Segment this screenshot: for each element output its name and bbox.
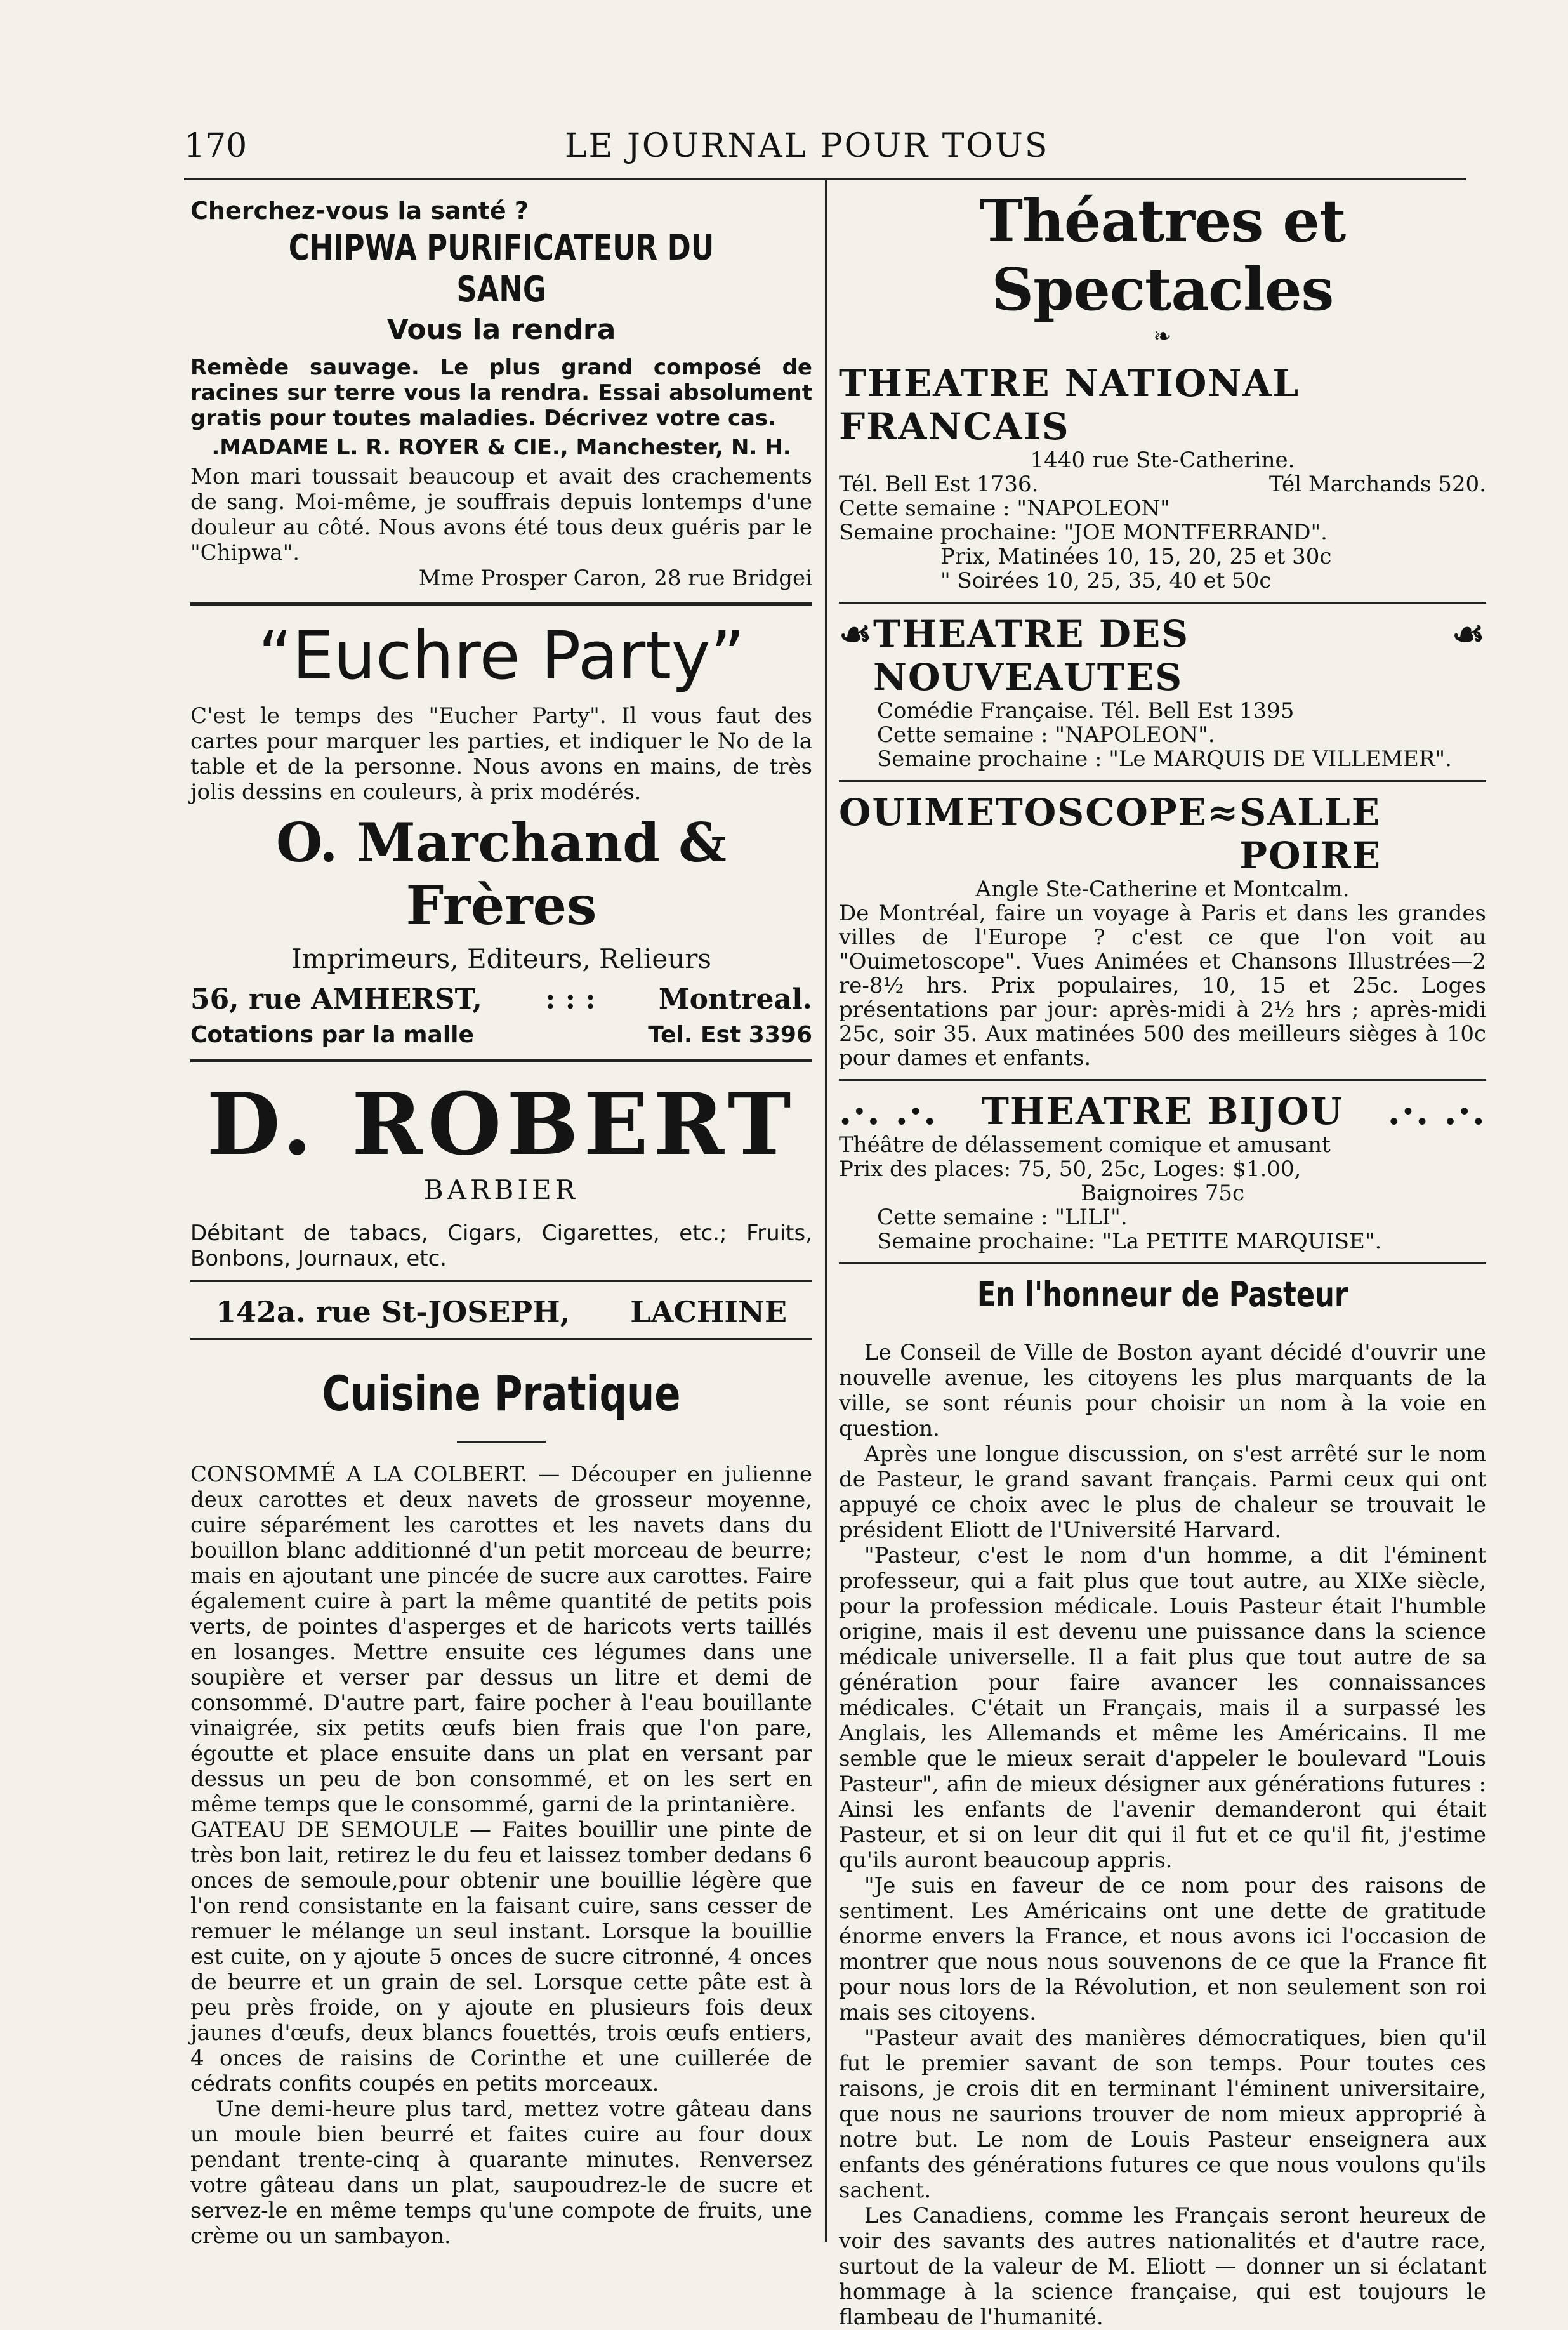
robert-advertisement (190, 1074, 812, 1329)
theatre-bijou (839, 1090, 1486, 1254)
divider-rule (839, 1262, 1486, 1264)
national-this-week: Cette semaine : "NAPOLEON" (839, 496, 1170, 521)
barber-city: LACHINE (630, 1295, 787, 1329)
bijou-dots-left: .·. .·. (839, 1090, 938, 1133)
firm-footer (190, 1022, 812, 1048)
ad-testimonial: Mon mari toussait beaucoup et avait des crachements de sang. Moi-même, je souffrais depuis lontemps d'une douleur au côté. Nous avons été tous deux guéris par le "Chipwa". (190, 464, 812, 566)
column-divider (825, 179, 827, 2242)
barber-street: 142a. rue St-JOSEPH, (216, 1295, 570, 1329)
euchre-title: “Euchre Party” (258, 617, 745, 694)
national-phone-marchands: Tél Marchands 520. (1268, 472, 1486, 497)
pasteur-title-text: En l'honneur de Pasteur (977, 1274, 1348, 1314)
barber-trade: BARBIER (423, 1174, 579, 1205)
firm-phone: Tel. Est 3396 (648, 1022, 812, 1048)
firm-mail-note: Cotations par la malle (190, 1022, 474, 1048)
short-rule (457, 1441, 546, 1443)
fleuron-right-icon: ☙ (1452, 612, 1486, 656)
firm-address (190, 983, 812, 1016)
pasteur-para1: Le Conseil de Ville de Boston ayant décidé d'ouvrir une nouvelle avenue, les citoyens les plus marquants de la ville, se sont réunis pour choisir un nom à la voie en question. (839, 1340, 1486, 1441)
ouimetoscope-name-right: SALLE POIRE (1239, 791, 1382, 877)
cuisine-title (190, 1365, 812, 1422)
recipe-gateau-cont: Une demi-heure plus tard, mettez votre gâteau dans un moule bien beurré et faites cuire au four doux pendant trente-cinq à quarante minutes. Renversez votre gâteau dans un plat, saupoudrez-le de sucre et servez-le en même temps qu'une compote de fruits, une crème ou un sambayon. (190, 2096, 812, 2249)
divider-rule (190, 1280, 812, 1282)
nouveautes-line2: Cette semaine : "NAPOLEON". (877, 722, 1215, 748)
pasteur-para2: Après une longue discussion, on s'est arrêté sur le nom de Pasteur, le grand savant français. Parmi ceux qui ont appuyé ce choix avec le plus de chaleur se trouvait le président Eliott de l'Université Harvard. (839, 1441, 1486, 1543)
firm-address-separator: : : : (545, 983, 596, 1016)
ouimetoscope-address: Angle Ste-Catherine et Montcalm. (975, 877, 1350, 902)
divider-rule (190, 1338, 812, 1340)
nouveautes-line3: Semaine prochaine : "Le MARQUIS DE VILLEMER". (877, 746, 1452, 772)
national-matinee-prices: Prix, Matinées 10, 15, 20, 25 et 30c (940, 544, 1332, 569)
pasteur-para3: "Pasteur, c'est le nom d'un homme, a dit l'éminent professeur, qui a fait plus que tout autre, au XIXe siècle, pour la profession médicale. Louis Pasteur était l'humble origine, mais il est devenu une puissance dans la science médicale universelle. Il a fait plus que tout autre de sa génération pour faire avancer les connaissances médicales. C'était un Français, mais il a surpassé les Anglais, les Allemands et même les Américains. Il me semble que le mieux serait d'appeler le boulevard "Louis Pasteur", afin de mieux désigner aux générations futures : Ainsi les enfants de l'avenir demanderont qui était Pasteur, et si on leur dit qui il fut et ce qu'il fit, j'estime qu'ils auront beaucoup appris. (839, 1543, 1486, 1873)
firm-name: O. Marchand & Frères (276, 811, 727, 937)
bijou-line1: Théâtre de délassement comique et amusant (839, 1132, 1331, 1158)
pasteur-para6: Les Canadiens, comme les Français seront heureux de voir des savants des autres nationalités et d'autre race, surtout de la valeur de M. Eliott — donner un si éclatant hommage à la science française, qui est toujours le flambeau de l'humanité. (839, 2203, 1486, 2330)
ad-body: Remède sauvage. Le plus grand composé de racines sur terre vous la rendra. Essai absolument gratis pour toutes maladies. Décrivez votre cas. (190, 355, 812, 431)
pasteur-para5: "Pasteur avait des manières démocratiques, bien qu'il fut le premier savant de son temps. Pour toutes ces raisons, je crois dit en terminant l'éminent universitaire, que nous ne saurions trouver de nom mieux approprié à notre but. Le nom de Louis Pasteur enseignera aux enfants des générations futures ce que nous voulons qu'ils sachent. (839, 2025, 1486, 2203)
national-phone-bell: Tél. Bell Est 1736. (839, 472, 1039, 497)
ouimetoscope-name-left: OUIMETOSCOPE (839, 791, 1208, 834)
page-number: 170 (184, 127, 247, 165)
left-column (190, 190, 812, 2249)
bijou-line2: Prix des places: 75, 50, 25c, Loges: $1.00, (839, 1156, 1301, 1182)
theatre-national-name (839, 362, 1486, 448)
ornament-icon: ❧ (1153, 324, 1172, 349)
bijou-line3: Baignoires 75c (1080, 1181, 1245, 1206)
cuisine-section (190, 1365, 812, 2249)
barber-address (190, 1295, 812, 1329)
theatre-bijou-name-text: THEATRE BIJOU (981, 1090, 1344, 1133)
ouimetoscope-body: De Montréal, faire un voyage à Paris et dans les grandes villes de l'Europe ? c'est ce que l'on voit au "Ouimetoscope". Vues Animées et Chansons Illustrées—2 re-8½ hrs. Prix populaires, 10, 15 et 25c. Loges présentations par jour: après-midi à 2½ hrs ; après-midi 25c, soir 35. Aux matinées 500 des meilleurs sièges à 10c pour dames et enfants. (839, 901, 1486, 1071)
divider-rule (190, 1059, 812, 1062)
wave-icon: ≈ (1207, 791, 1240, 834)
national-phones (839, 472, 1486, 496)
chipwa-advertisement (190, 197, 812, 591)
barber-name: D. ROBERT (206, 1074, 796, 1174)
right-column (839, 184, 1486, 2330)
running-header (184, 127, 1409, 171)
firm-city: Montreal. (658, 983, 812, 1016)
theatre-bijou-name (839, 1090, 1486, 1133)
cuisine-title-text: Cuisine Pratique (322, 1365, 681, 1422)
ad-product-text: CHIPWA PURIFICATEUR DU SANG (288, 227, 715, 310)
ad-signature: Mme Prosper Caron, 28 rue Bridgei (418, 566, 812, 591)
theatre-nouveautes-name (839, 612, 1486, 699)
theatre-nouveautes-name-text: THEATRE DES NOUVEAUTES (873, 612, 1190, 699)
barber-goods: Débitant de tabacs, Cigars, Cigarettes, etc.; Fruits, Bonbons, Journaux, etc. (190, 1221, 812, 1271)
bijou-line5: Semaine prochaine: "La PETITE MARQUISE". (877, 1229, 1382, 1254)
euchre-body: C'est le temps des "Eucher Party". Il vous faut des cartes pour marquer les parties, et indiquer le No de la table et de la personne. Nous avons en mains, de très jolis dessins en couleurs, à prix modérés. (190, 703, 812, 805)
theatre-nouveautes (839, 612, 1486, 771)
nouveautes-line1: Comédie Française. Tél. Bell Est 1395 (877, 698, 1295, 724)
journal-title: LE JOURNAL POUR TOUS (565, 127, 1050, 165)
divider-rule (839, 602, 1486, 604)
bijou-dots-right: .·. .·. (1387, 1090, 1486, 1133)
euchre-advertisement (190, 617, 812, 1048)
divider-rule (190, 602, 812, 606)
ad-maker: .MADAME L. R. ROYER & CIE., Manchester, N. H. (211, 435, 791, 460)
recipe-gateau: GATEAU DE SEMOULE — Faites bouillir une pinte de très bon lait, retirez le du feu et laissez tomber dedans 6 onces de semoule,pour obtenir une bouillie légère que l'on rend consistante en la faisant cuire, sans cesser de remuer le mélange un seul instant. Lorsque la bouillie est cuite, on y ajoute 5 onces de sucre citronné, 4 onces de beurre et un grain de sel. Lorsque cette pâte est à peu près froide, on y ajoute en plusieurs fois deux jaunes d'œufs, deux blancs fouettés, trois œufs entiers, 4 onces de raisins de Corinthe et une cuillerée de cédrats confits coupés en petits morceaux. (190, 1817, 812, 2096)
ad-product-name (190, 227, 812, 311)
pasteur-para4: "Je suis en faveur de ce nom pour des raisons de sentiment. Les Américains ont une dette de gratitude énorme envers la France, et nous avons ici l'occasion de montrer que nous nous souvenons de ce que la France fit pour nous lors de la Révolution, et non seulement son roi mais ses citoyens. (839, 1873, 1486, 2025)
divider-rule (839, 780, 1486, 782)
divider-rule (839, 1079, 1486, 1081)
pasteur-article (839, 1274, 1486, 2330)
theatre-national-name-text: THEATRE NATIONAL FRANCAIS (839, 362, 1300, 448)
ouimetoscope-name (839, 791, 1486, 877)
fleuron-left-icon: ☙ (839, 612, 873, 656)
national-address: 1440 rue Ste-Catherine. (1030, 447, 1295, 473)
ad-question: Cherchez-vous la santé ? (190, 197, 529, 225)
bijou-line4: Cette semaine : "LILI". (877, 1205, 1128, 1230)
firm-trades: Imprimeurs, Editeurs, Relieurs (291, 943, 711, 974)
recipe-consomme: CONSOMMÉ A LA COLBERT. — Découper en julienne deux carottes et deux navets de grosseur moyenne, cuire séparément les carottes et les navets dans du bouillon blanc additionné d'un petit morceau de beurre; mais en ajoutant une pincée de sucre aux carottes. Faire également cuire à part la même quantité de petits pois verts, de pointes d'asperges et de haricots verts taillés en losanges. Mettre ensuite ces légumes dans une soupière et verser par dessus un litre et demi de consommé. D'autre part, faire pocher à l'eau bouillante vinaigrée, six petits œufs bien frais que l'on pare, égoutte et place ensuite dans un plat en versant par dessus un peu de bon consommé, et on les sert en même temps que le consommé, garni de la printanière. (190, 1462, 812, 1817)
national-next-week: Semaine prochaine: "JOE MONTFERRAND". (839, 520, 1328, 545)
ouimetoscope (839, 791, 1486, 1070)
firm-street: 56, rue AMHERST, (190, 983, 482, 1016)
ad-tagline: Vous la rendra (386, 314, 616, 346)
pasteur-title (839, 1274, 1486, 1314)
national-soiree-prices: " Soirées 10, 25, 35, 40 et 50c (940, 568, 1272, 593)
section-title: Théatres et Spectacles (979, 187, 1346, 324)
theatre-national (839, 362, 1486, 593)
